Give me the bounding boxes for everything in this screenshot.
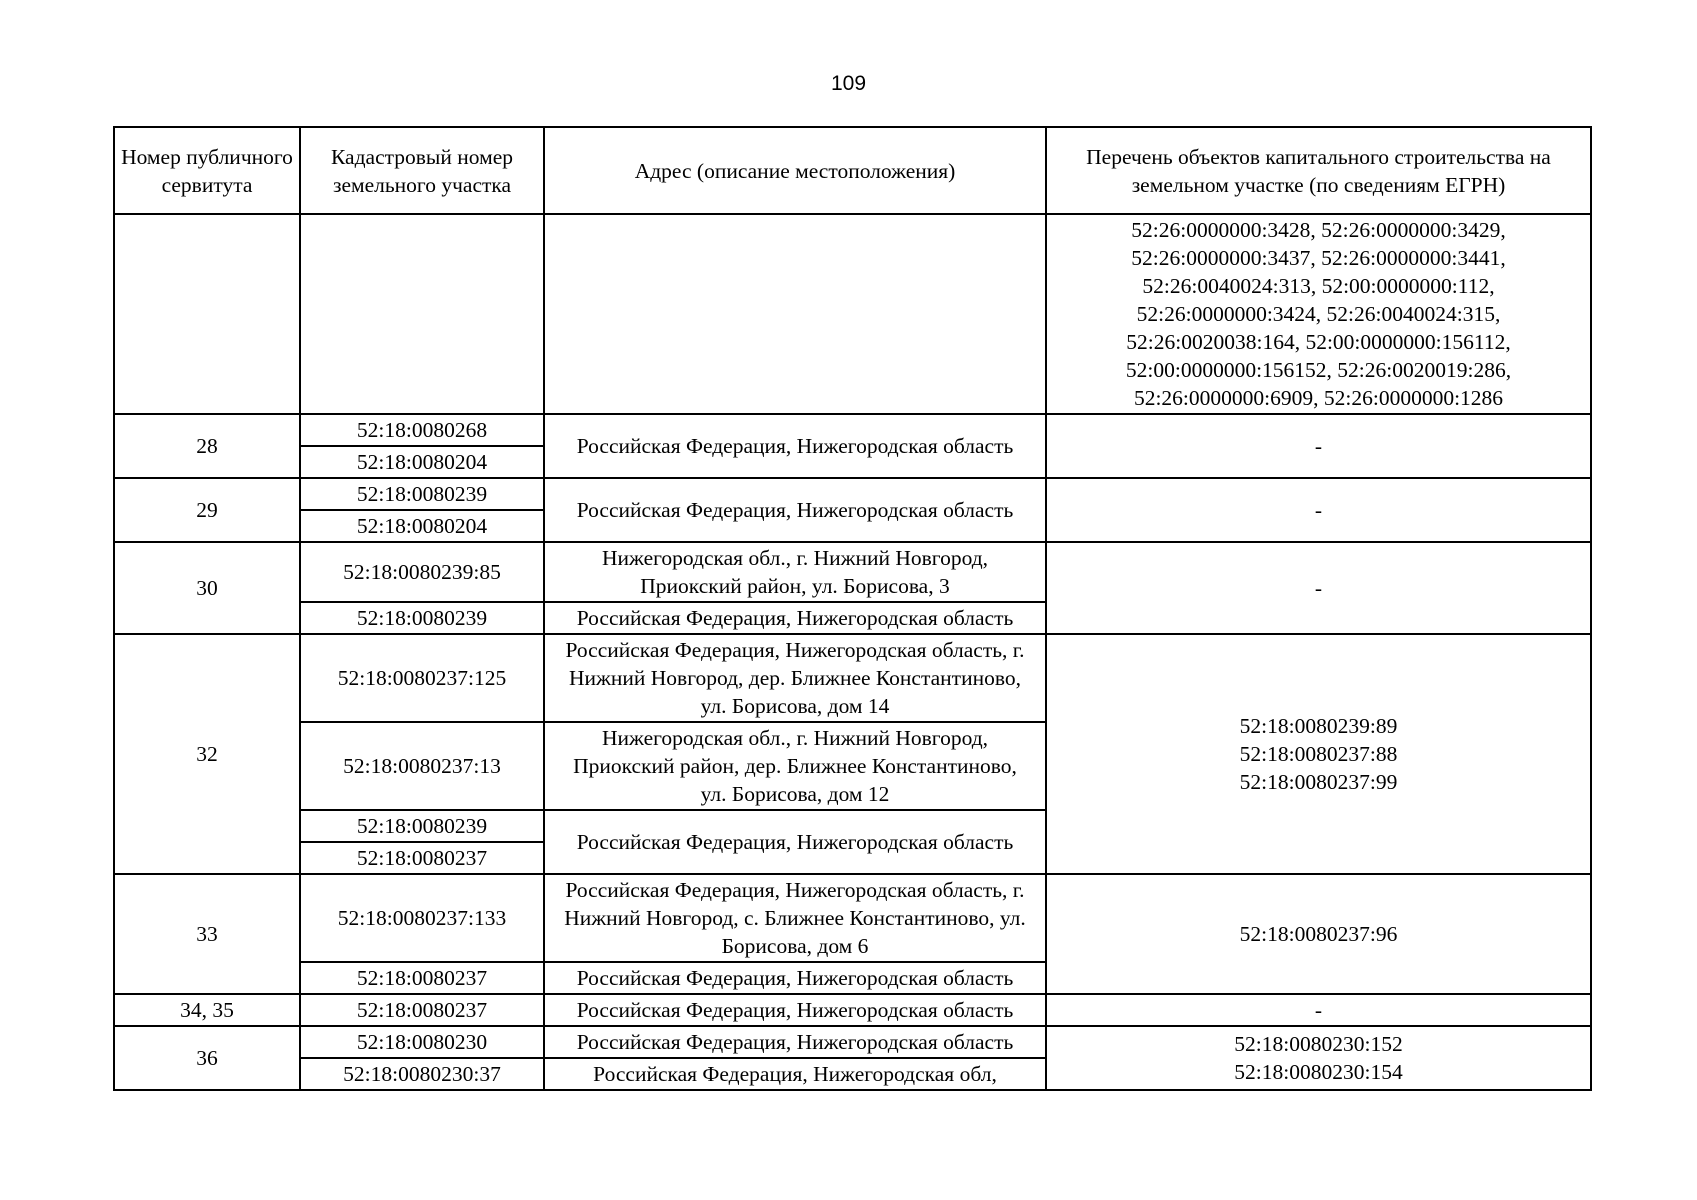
address-cell: Российская Федерация, Нижегородская область: [544, 602, 1046, 634]
table-row: [114, 478, 1591, 510]
table-row: [114, 214, 1591, 414]
servitude-number-cell: 30: [114, 542, 300, 634]
address-cell: Российская Федерация, Нижегородская область, г. Нижний Новгород, с. Ближнее Константиново, ул. Борисова, дом 6: [544, 874, 1046, 962]
address-cell: Нижегородская обл., г. Нижний Новгород, Приокский район, дер. Ближнее Константиново, ул. Борисова, дом 12: [544, 722, 1046, 810]
cadastral-cell: 52:18:0080237: [300, 994, 544, 1026]
table-row: [114, 1026, 1591, 1058]
object-item: 52:18:0080237:99: [1239, 770, 1398, 794]
cadastral-cell: 52:18:0080268: [300, 414, 544, 446]
object-item: 52:18:0080237:96: [1239, 922, 1398, 946]
servitude-number-cell: 36: [114, 1026, 300, 1090]
address-cell: Российская Федерация, Нижегородская область: [544, 478, 1046, 542]
servitude-number-cell: 28: [114, 414, 300, 478]
address-cell: Российская Федерация, Нижегородская обл,: [544, 1058, 1046, 1090]
object-item: 52:18:0080239:89: [1239, 714, 1398, 738]
address-cell: Нижегородская обл., г. Нижний Новгород, Приокский район, ул. Борисова, 3: [544, 542, 1046, 602]
header-servitude-number: Номер публичного сервитута: [114, 127, 300, 214]
servitude-table: [113, 126, 1592, 1091]
cadastral-cell: 52:18:0080204: [300, 510, 544, 542]
cadastral-cell: 52:18:0080239: [300, 810, 544, 842]
address-cell: [544, 214, 1046, 414]
object-item: 52:18:0080237:88: [1239, 742, 1398, 766]
cadastral-cell: 52:18:0080237:125: [300, 634, 544, 722]
cadastral-cell: 52:18:0080237: [300, 962, 544, 994]
address-cell: Российская Федерация, Нижегородская область: [544, 1026, 1046, 1058]
objects-cell: 52:26:0000000:3428, 52:26:0000000:3429, 52:26:0000000:3437, 52:26:0000000:3441, 52:26:0040024:313, 52:00:0000000:112, 52:26:0000000:3424, 52:26:0040024:315, 52:26:0020038:164, 52:00:0000000:156112, 52:00:0000000:156152, 52:26:0020019:286, 52:26:0000000:6909, 52:26:0000000:1286: [1046, 214, 1591, 414]
objects-cell: -: [1046, 478, 1591, 542]
address-cell: Российская Федерация, Нижегородская область: [544, 994, 1046, 1026]
servitude-number-cell: 32: [114, 634, 300, 874]
cadastral-cell: 52:18:0080237:133: [300, 874, 544, 962]
servitude-number-cell: [114, 214, 300, 414]
object-item: 52:18:0080230:154: [1234, 1060, 1403, 1084]
objects-cell: -: [1046, 994, 1591, 1026]
objects-cell: -: [1046, 414, 1591, 478]
servitude-number-cell: 33: [114, 874, 300, 994]
table-row: [114, 874, 1591, 962]
objects-cell: [1046, 634, 1591, 874]
servitude-number-cell: 29: [114, 478, 300, 542]
cadastral-cell: [300, 214, 544, 414]
cadastral-cell: 52:18:0080239: [300, 478, 544, 510]
address-cell: Российская Федерация, Нижегородская область: [544, 962, 1046, 994]
header-objects: Перечень объектов капитального строительства на земельном участке (по сведениям ЕГРН): [1046, 127, 1591, 214]
table-row: [114, 994, 1591, 1026]
cadastral-cell: 52:18:0080204: [300, 446, 544, 478]
address-cell: Российская Федерация, Нижегородская область: [544, 414, 1046, 478]
objects-cell: [1046, 874, 1591, 994]
cadastral-cell: 52:18:0080239: [300, 602, 544, 634]
objects-cell: [1046, 1026, 1591, 1090]
table-row: [114, 542, 1591, 602]
table-row: [114, 414, 1591, 446]
object-item: 52:18:0080230:152: [1234, 1032, 1403, 1056]
table-row: [114, 634, 1591, 722]
cadastral-cell: 52:18:0080230: [300, 1026, 544, 1058]
address-cell: Российская Федерация, Нижегородская область: [544, 810, 1046, 874]
cadastral-cell: 52:18:0080237: [300, 842, 544, 874]
header-cadastral-number: Кадастровый номер земельного участка: [300, 127, 544, 214]
address-cell: Российская Федерация, Нижегородская область, г. Нижний Новгород, дер. Ближнее Константиново, ул. Борисова, дом 14: [544, 634, 1046, 722]
page-number: 109: [830, 72, 867, 95]
header-address: Адрес (описание местоположения): [544, 127, 1046, 214]
cadastral-cell: 52:18:0080239:85: [300, 542, 544, 602]
servitude-number-cell: 34, 35: [114, 994, 300, 1026]
cadastral-cell: 52:18:0080237:13: [300, 722, 544, 810]
objects-cell: -: [1046, 542, 1591, 634]
header-row: [114, 127, 1591, 214]
cadastral-cell: 52:18:0080230:37: [300, 1058, 544, 1090]
